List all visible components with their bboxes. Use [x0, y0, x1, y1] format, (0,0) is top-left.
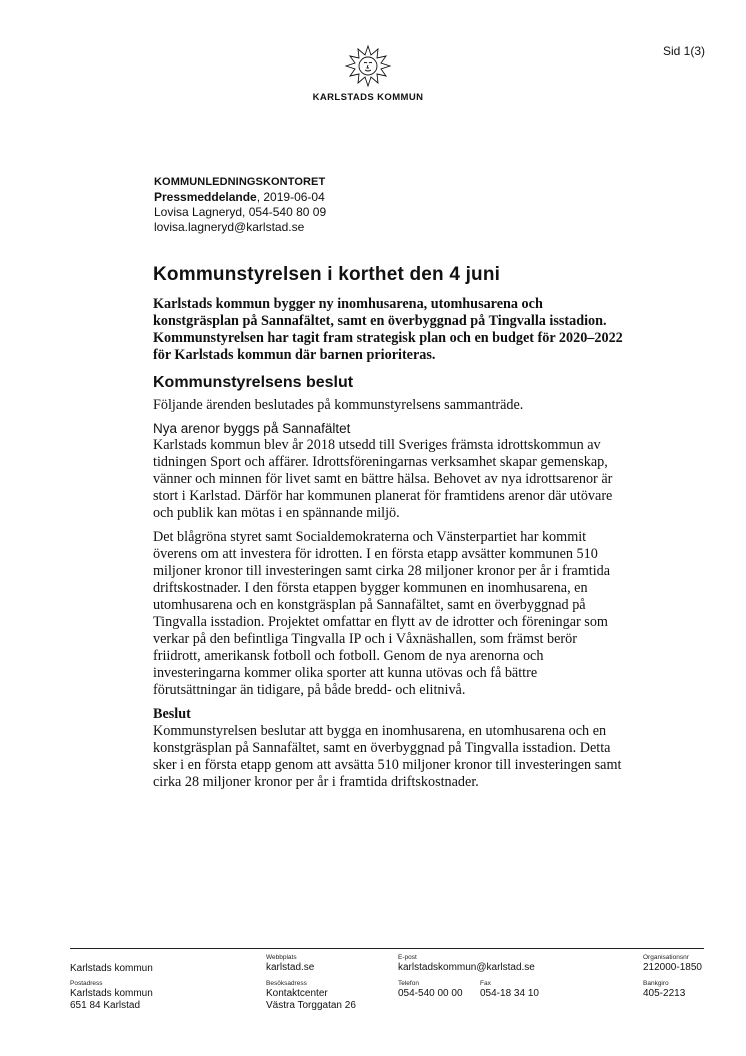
contact-line: Lovisa Lagneryd, 054-540 80 09 — [154, 205, 327, 219]
footer-bank: 405-2213 — [643, 988, 686, 999]
section-intro: Följande ärenden beslutades på kommunstyrelsens sammanträde. — [153, 397, 524, 413]
document-title: Kommunstyrelsen i korthet den 4 juni — [153, 264, 501, 285]
municipality-logo — [303, 44, 433, 103]
footer-visit-line2: Västra Torggatan 26 — [266, 1000, 356, 1011]
department-name: KOMMUNLEDNINGSKONTORET — [154, 176, 326, 188]
footer-fax-col — [480, 980, 539, 1000]
footer-fax: 054-18 34 10 — [480, 988, 539, 999]
footer-web: karlstad.se — [266, 962, 315, 973]
contact-email: lovisa.lagneryd@karlstad.se — [154, 220, 305, 234]
footer-fax-label: Fax — [480, 980, 491, 987]
footer-post-label: Postadress — [70, 980, 103, 987]
lead-paragraph: Karlstads kommun bygger ny inomhusarena, utomhusarena och konstgräsplan på Sannafältet, samt en överbyggnad på Tingvalla isstadion. Kommunstyrelsen har tagit fram strategisk plan och en budget för 2020–2022 för Karlstads kommun där barnen prioriteras. — [153, 296, 623, 363]
press-release-label: Pressmeddelande — [154, 190, 257, 204]
logo-wordmark: KARLSTADS KOMMUN — [312, 92, 424, 103]
footer-name-col — [70, 963, 153, 975]
footer-email-col — [398, 954, 535, 974]
footer-orgnr-col — [643, 954, 702, 974]
footer-web-label: Webbplats — [266, 954, 297, 961]
section-heading: Kommunstyrelsens beslut — [153, 374, 354, 391]
page-number: Sid 1(3) — [662, 44, 705, 58]
press-date: , 2019-06-04 — [256, 190, 325, 204]
footer-bank-col — [643, 980, 685, 1000]
footer-visit-col — [266, 980, 356, 1012]
footer-org-name: Karlstads kommun — [70, 963, 153, 974]
footer-email: karlstadskommun@karlstad.se — [398, 962, 535, 973]
footer-post-line1: Karlstads kommun — [70, 988, 153, 999]
document-body — [153, 264, 623, 798]
footer-post-col — [70, 980, 153, 1012]
page-footer — [70, 948, 704, 1011]
sun-face-icon — [344, 44, 392, 90]
footer-phone: 054-540 00 00 — [398, 988, 463, 999]
decision-paragraph: Kommunstyrelsen beslutar att bygga en inomhusarena, en utomhusarena och en konstgräsplan på Sannafältet, samt en överbyggnad på Tingvalla isstadion. Detta sker i en första etapp genom att avsätta 510 miljoner kronor till investeringen samt cirka 28 miljoner kronor per år i framtida driftskostnader. — [153, 723, 622, 790]
footer-phone-label: Telefon — [398, 980, 419, 987]
footer-web-col — [266, 954, 314, 974]
body-paragraph-2: Det blågröna styret samt Socialdemokraterna och Vänsterpartiet har kommit överens om att investera för idrotten. I en första etapp avsätter kommunen 510 miljoner kronor till investeringen samt cirka 28 miljoner kronor per år i framtida driftskostnader. I den första etappen bygger kommunen en inomhusarena, en utomhusarena och en konstgräsplan på Sannafältet, samt en överbyggnad på Tingvalla isstadion. Projektet omfattar en flytt av de idrotter och föreningar som verkar på den befintliga Tingvalla IP och i Våxnäshallen, som främst berör friidrott, amerikansk fotboll och fotboll. Genom de nya arenorna och investeringarna kommer olika sporter att kunna utövas och få bättre förutsättningar än tidigare, på både bredd- och elitnivå. — [153, 529, 611, 698]
footer-visit-line1: Kontaktcenter — [266, 988, 328, 999]
body-paragraph-1: Karlstads kommun blev år 2018 utsedd till Sveriges främsta idrottskommun av tidningen Sport och affärer. Idrottsföreningarnas verksamhet skapar gemenskap, vänner och minnen för livet samt en bättre hälsa. Behovet av nya idrottsarenor är stort i Karlstad. Därför har kommunen planerat för framtidens arenor där utövare och publik kan mötas i en spännande miljö. — [153, 437, 613, 521]
footer-orgnr: 212000-1850 — [643, 962, 702, 973]
footer-visit-label: Besöksadress — [266, 980, 307, 987]
sender-block — [154, 175, 326, 235]
footer-post-line2: 651 84 Karlstad — [70, 1000, 141, 1011]
subheading-arenas: Nya arenor byggs på Sannafältet — [153, 421, 351, 436]
press-line — [154, 190, 326, 205]
footer-orgnr-label: Organisationsnr — [643, 954, 689, 961]
footer-phone-col — [398, 980, 463, 1000]
footer-bank-label: Bankgiro — [643, 980, 669, 987]
decision-heading: Beslut — [153, 706, 191, 722]
footer-email-label: E-post — [398, 954, 417, 961]
